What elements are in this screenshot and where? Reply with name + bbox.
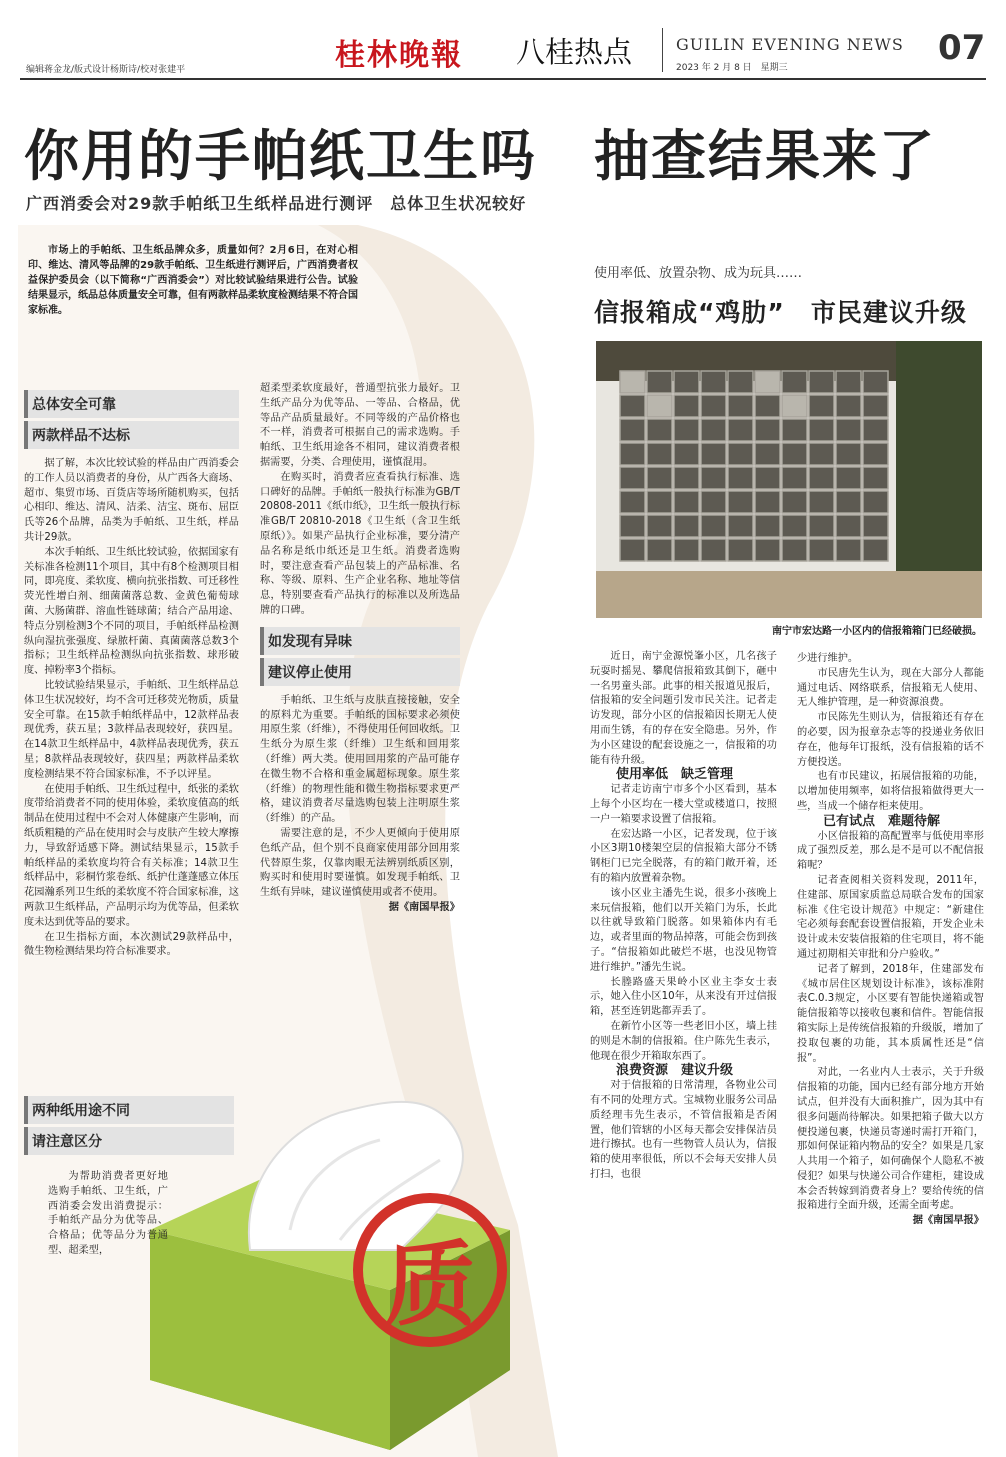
mailbox-slot — [809, 491, 834, 513]
mailbox-slot — [836, 515, 861, 537]
body-paragraph: 对于信报箱的日常清理，各物业公司有不同的处理方式。宝城物业服务公司品质经理韦先生表示，不管信报箱是否闲置，他们管辖的小区每天都会安排保洁员进行擦拭。也有一些物管人员认为，信报箱的使用率很低，所以不会每天安排人员打扫，也很 — [590, 1080, 777, 1180]
mailbox-slot — [674, 539, 699, 561]
mailbox-slot — [863, 371, 888, 393]
mailbox-slot — [863, 491, 888, 513]
body-paragraph: 在购买时，消费者应查看执行标准、选口碑好的品牌。手帕纸一般执行标准为GB/T 20808-2011《纸巾纸》，卫生纸一般执行标准GB/T 20810-2018《卫生纸（含卫生纸原纸）》。如果产品执行企业标准，要分清产品名称是纸巾纸还是卫生纸。消费者选购时，要注意查看产品包装上的产品标准、名称、等级、原料、生产企业名称、地址等信息，特别要查看产品执行的标准以及所选品牌的口碑。 — [260, 471, 460, 616]
stamp-character: 质 — [383, 1231, 476, 1339]
article2-headline: 信报箱成“鸡肋” 市民建议升级 — [594, 298, 967, 327]
mailbox-slot — [782, 371, 807, 393]
mailbox-slot — [620, 419, 645, 441]
mailbox-slot — [620, 491, 645, 513]
body-paragraph: 对此，一名业内人士表示，关于升级信报箱的功能，国内已经有部分地方开始试点，但并没有大面积推广，因为其中有很多问题尚待解决。如果把箱子做大以方便投递包裹，快递员寄递时需打开箱门，那如何保证箱内物品的安全？如果是几家人共用一个箱子，如何确保个人隐私不被侵犯？如果与快递公司合作建柜，建设成本会否转嫁到消费者身上？要给传统的信报箱进行全面升级，还需全面考虑。 — [797, 1067, 984, 1212]
mailbox-slot — [809, 395, 834, 417]
mailbox-photo — [596, 341, 982, 618]
mailbox-slot — [836, 395, 861, 417]
english-masthead: GUILIN EVENING NEWS — [676, 35, 904, 54]
mailbox-slot — [755, 443, 780, 465]
masthead-logo: 桂林晚報 — [335, 38, 463, 73]
source-credit: 据《南国早报》 — [388, 901, 460, 913]
mailbox-slot — [674, 491, 699, 513]
main-headline: 你用的手帕纸卫生吗 抽查结果来了 — [24, 124, 937, 188]
body-paragraph: 在卫生指标方面，本次测试29款样品中，微生物检测结果均符合标准要求。 — [24, 931, 239, 958]
mailbox-slot — [863, 467, 888, 489]
mailbox-slot — [782, 395, 807, 417]
editor-credits: 编辑蒋金龙/版式设计杨斯诗/校对张建平 — [26, 65, 186, 75]
body-paragraph: 手帕纸、卫生纸与皮肤直接接触，安全的原料尤为重要。手帕纸的国标要求必须使用原生浆（纤维），不得使用任何回收纸。卫生纸分为原生浆（纤维）卫生纸和回用浆（纤维）两大类。使用回用浆的产品可能存在微生物不合格和重金属超标现象。原生浆（纤维）的物理性能和微生物指标要求更严格，建议消费者尽量选购包装上注明原生浆（纤维）的产品。 — [260, 694, 460, 825]
article1-column2 — [260, 382, 460, 916]
body-paragraph: 记者了解到，2018年，住建部发布《城市居住区规划设计标准》，该标准附表C.0.3规定，小区要有智能快递箱或智能信报箱等以接收包裹和信件。智能信报箱实际上是传统信报箱的升级版，增加了投取包裹的功能，其本质属性还是“信报”。 — [797, 963, 984, 1064]
mailbox-slot — [836, 491, 861, 513]
mailbox-slot — [620, 539, 645, 561]
mailbox-slot — [728, 491, 753, 513]
mailbox-slot — [782, 419, 807, 441]
mailbox-slot — [863, 443, 888, 465]
mailbox-slot — [809, 539, 834, 561]
body-paragraph: 少进行维护。 — [797, 653, 859, 664]
photo-caption: 南宁市宏达路一小区内的信报箱箱门已经破损。 — [772, 626, 982, 637]
body-paragraph: 近日，南宁金源悦峯小区，几名孩子玩耍时摇晃、攀爬信报箱致其倒下，砸中一名男童头部。此事的相关报道见报后，信报箱的安全问题引发市民关注。记者走访发现，部分小区的信报箱因长期无人使用而生锈，有的存在安全隐患。另外，作为小区建设的配套设施之一，信报箱的功能有待升级。 — [590, 651, 777, 766]
section-heading: 请注意区分 — [24, 1127, 234, 1155]
mailbox-slot — [809, 419, 834, 441]
issue-date: 2023 年 2 月 8 日 星期三 — [676, 63, 788, 73]
mailbox-slot — [782, 467, 807, 489]
section-heading: 如发现有异味 — [260, 627, 460, 655]
mailbox-slot — [809, 443, 834, 465]
subsection-heading: 浪费资源 建议升级 — [616, 1063, 734, 1079]
article1-column3 — [48, 1170, 168, 1259]
body-paragraph: 市民唐先生认为，现在大部分人都能通过电话、网络联系，信报箱无人使用、无人维护管理，是一种资源浪费。 — [797, 667, 984, 709]
mailbox-slot — [728, 539, 753, 561]
body-paragraph: 记者走访南宁市多个小区看到，基本上每个小区均在一楼大堂或楼道口，按照一户一箱要求设置了信报箱。 — [590, 784, 777, 825]
mailbox-slot — [755, 371, 780, 393]
mailbox-slot — [755, 515, 780, 537]
subsection-heading: 已有试点 难题待解 — [823, 813, 941, 829]
mailbox-slot — [620, 443, 645, 465]
mailbox-slot — [728, 515, 753, 537]
mailbox-slot — [620, 467, 645, 489]
mailbox-slot — [701, 443, 726, 465]
section-heading: 两款样品不达标 — [24, 421, 239, 449]
mailbox-slot — [701, 467, 726, 489]
mailbox-slot — [782, 491, 807, 513]
article1-column1 — [24, 390, 239, 960]
mailbox-slot — [755, 419, 780, 441]
mailbox-slot — [755, 491, 780, 513]
body-paragraph: 需要注意的是，不少人更倾向于使用原色纸产品，但个别不良商家使用部分回用浆代替原生浆，仅靠肉眼无法辨别纸质区别，购买时和使用时要谨慎。如发现手帕纸、卫生纸有异味，建议谨慎使用或者不使用。 — [260, 827, 460, 899]
mailbox-slot — [728, 419, 753, 441]
quality-stamp — [350, 1190, 510, 1350]
mailbox-slot — [620, 515, 645, 537]
main-subheadline: 广西消委会对29款手帕纸卫生纸样品进行测评 总体卫生状况较好 — [26, 194, 527, 213]
mailbox-slot — [836, 539, 861, 561]
mailbox-slot — [728, 395, 753, 417]
mailbox-slot — [674, 515, 699, 537]
article-lead — [28, 243, 358, 318]
body-paragraph: 长塍路盛天果岭小区业主李女士表示，她入住小区10年，从来没有开过信报箱，甚至连钥匙都弄丢了。 — [590, 976, 777, 1018]
body-paragraph: 比较试验结果显示，手帕纸、卫生纸样品总体卫生状况较好，均不含可迁移荧光物质，质量安全可靠。在15款手帕纸样品中，12款样品表现优秀，获五星；3款样品表现较好，获四星。在14款卫生纸样品中，4款样品表现优秀，获五星；8款样品表现较好，获四星；两款样品柔软度检测结果不符合国家标准，不予以评星。 — [24, 679, 239, 780]
mailbox-slot — [782, 443, 807, 465]
mailbox-slot — [674, 371, 699, 393]
mailbox-slot — [647, 467, 672, 489]
mailbox-slot — [863, 539, 888, 561]
mailbox-slot — [755, 395, 780, 417]
mailbox-slot — [809, 371, 834, 393]
mailbox-slot — [782, 539, 807, 561]
mailbox-slot — [701, 539, 726, 561]
mailbox-slot — [674, 443, 699, 465]
mailbox-slot — [647, 443, 672, 465]
article2-column1 — [590, 650, 777, 1183]
mailbox-slot — [620, 395, 645, 417]
mailbox-slot — [809, 467, 834, 489]
section-heading: 两种纸用途不同 — [24, 1096, 234, 1124]
mailbox-slot — [620, 371, 645, 393]
article2-column2 — [797, 652, 984, 1229]
mailbox-slot — [647, 515, 672, 537]
mailbox-slot — [647, 539, 672, 561]
mailbox-slot — [782, 515, 807, 537]
body-paragraph: 在宏达路一小区，记者发现，位于该小区3期10楼架空层的信报箱大部分不锈钢柜门已完全脱落，有的箱门敞开着，还有的箱内放置着杂物。 — [590, 828, 777, 884]
mailbox-slot — [728, 467, 753, 489]
mailbox-slot — [701, 515, 726, 537]
mailbox-slot — [728, 443, 753, 465]
body-paragraph: 也有市民建议，拓展信报箱的功能，以增加使用频率，如将信报箱做得更大一些，当成一个储存柜来使用。 — [797, 771, 984, 812]
body-paragraph: 在使用手帕纸、卫生纸过程中，纸张的柔软度带给消费者不同的使用体验，柔软度值高的纸制品在使用过程中不会对人体健康产生影响，而纸质粗糙的产品在使用时会与皮肤产生较大摩擦力，导致舒适感下降。测试结果显示，15款手帕纸样品的柔软度均符合有关标准；14款卫生纸样品中，彩桐竹浆卷纸、纸护仕蓬蓬感立体压花园瀚系列卫生纸的柔软度不符合国家标准，这两款卫生纸样品，产品明示均为优等品，但柔软度未达到优等品的要求。 — [24, 783, 239, 928]
mailbox-slot — [809, 515, 834, 537]
header-rule — [20, 78, 986, 80]
page-number: 07 — [938, 28, 986, 68]
body-paragraph: 记者查阅相关资料发现，2011年，住建部、原国家质监总局联合发布的国家标准《住宅设计规范》中规定：“新建住宅必须每套配套设置信报箱，开发企业未设计或未安装信报箱的住宅项目，将不能通过初期相关审批和分户验收。” — [797, 874, 984, 960]
mailbox-slot — [863, 515, 888, 537]
mailbox-slot — [701, 395, 726, 417]
mailbox-slot — [647, 395, 672, 417]
mailbox-slot — [701, 371, 726, 393]
source-credit: 据《南国早报》 — [912, 1215, 984, 1227]
body-paragraph: 小区信报箱的高配置率与低使用率形成了强烈反差，那么是不是可以不配信报箱呢？ — [797, 830, 984, 872]
section-title: 八桂热点 — [516, 35, 633, 69]
mailbox-slot — [701, 419, 726, 441]
body-paragraph: 本次手帕纸、卫生纸比较试验，依据国家有关标准各检测11个项目，其中有8个检测项目相同，即亮度、柔软度、横向抗张指数、可迁移性荧光性增白剂、细菌菌落总数、金黄色葡萄球菌、大肠菌群、溶血性链球菌；结合产品用途、特点分别检测3个不同的项目，手帕纸样品检测纵向湿抗张强度、绿脓杆菌、真菌菌落总数3个指标；卫生纸样品检测纵向抗张指数、球形破度、掉粉率3个指标。 — [24, 546, 239, 677]
mailbox-slot — [674, 419, 699, 441]
article2-kicker: 使用率低、放置杂物、成为玩具…… — [594, 266, 803, 281]
mailbox-slot — [647, 371, 672, 393]
header-divider — [662, 28, 663, 72]
mailbox-slot — [755, 539, 780, 561]
body-paragraph: 市民陈先生则认为，信报箱还有存在的必要，因为报章杂志等的投递业务依旧存在，他每年订报纸，没有信报箱的话不方便投送。 — [797, 712, 984, 768]
mailbox-slot — [836, 419, 861, 441]
lead-paragraph: 市场上的手帕纸、卫生纸品牌众多，质量如何？2月6日，在对心相印、维达、清风等品牌的29款手帕纸、卫生纸进行测评后，广西消费者权益保护委员会（以下简称“广西消委会”）对比较试验结果进行公告。试验结果显示，纸品总体质量安全可靠，但有两款样品柔软度检测结果不符合国家标准。 — [28, 245, 358, 316]
body-paragraph: 该小区业主潘先生说，很多小孩晚上来玩信报箱，他们以开关箱门为乐，长此以往就导致箱门脱落。如果箱体内有毛边，或者里面的物品掉落，可能会伤到孩子。“信报箱如此破烂不堪，也没见物管进行维护。”潘先生说。 — [590, 887, 777, 973]
body-paragraph: 在新竹小区等一些老旧小区，墙上挂的则是木制的信报箱。住户陈先生表示，他现在很少开箱取东西了。 — [590, 1020, 777, 1062]
subsection-heading: 使用率低 缺乏管理 — [616, 767, 734, 783]
section-heading: 建议停止使用 — [260, 658, 460, 686]
mailbox-slot — [836, 443, 861, 465]
mailbox-slot — [728, 371, 753, 393]
body-paragraph: 据了解，本次比较试验的样品由广西消委会的工作人员以消费者的身份，从广西各大商场、超市、集贸市场、百货店等场所随机购买，包括心相印、维达、清风、洁柔、洁宝、斑布、屈臣氏等26个品牌，品类为手帕纸、卫生纸，样品共计29款。 — [24, 458, 239, 543]
mailbox-slot — [674, 395, 699, 417]
mailbox-slot — [863, 395, 888, 417]
mailbox-slot — [674, 467, 699, 489]
section-heading: 总体安全可靠 — [24, 390, 239, 418]
body-paragraph: 超柔型柔软度最好，普通型抗张力最好。卫生纸产品分为优等品、一等品、合格品，优等品产品质量最好。不同等级的产品价格也不一样，消费者可根据自己的需求选购。手帕纸、卫生纸用途各不相同，建议消费者根据需要，分类、合理使用，谨慎混用。 — [260, 383, 460, 468]
mailbox-slot — [647, 491, 672, 513]
mailbox-slot — [755, 467, 780, 489]
mailbox-slot — [836, 371, 861, 393]
body-paragraph: 为帮助消费者更好地选购手帕纸、卫生纸，广西消委会发出消费提示：手帕纸产品分为优等品、合格品；优等品分为普通型、超柔型， — [48, 1171, 168, 1256]
mailbox-slot — [701, 491, 726, 513]
mailbox-slot — [863, 419, 888, 441]
mailbox-slot — [647, 419, 672, 441]
mailbox-slot — [836, 467, 861, 489]
